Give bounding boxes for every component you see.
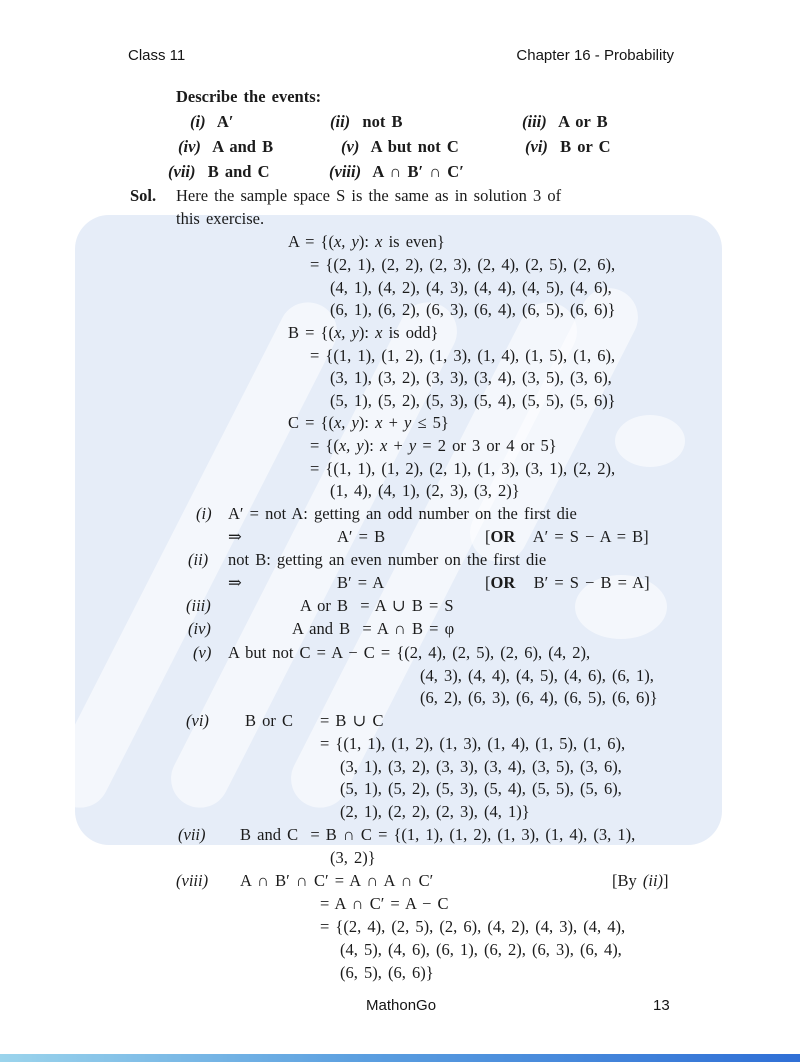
text-segment: (vii) B and C [168,162,270,181]
text-segment: (v) A but not C [341,137,459,156]
text-segment: A ∩ B′ ∩ C′ = A ∩ A ∩ C′ [240,871,434,890]
text-segment: (6, 1), (6, 2), (6, 3), (6, 4), (6, 5), (6, 6)} [330,300,616,319]
text-segment: = {(1, 1), (1, 2), (1, 3), (1, 4), (1, 5), (1, 6), [310,346,616,365]
text-segment: (3, 1), (3, 2), (3, 3), (3, 4), (3, 5), (3, 6), [330,368,612,387]
text-segment: (iv) A and B [178,137,274,156]
text-segment: ⇒ [228,573,242,592]
text-segment: (6, 2), (6, 3), (6, 4), (6, 5), (6, 6)} [420,688,658,707]
text-segment: (1, 4), (4, 1), (2, 3), (3, 2)} [330,481,520,500]
text-segment: = {(2, 4), (2, 5), (2, 6), (4, 2), (4, 3), (4, 4), [320,917,626,936]
text-segment: (4, 3), (4, 4), (4, 5), (4, 6), (6, 1), [420,666,654,685]
text-segment: Describe the events: [176,87,322,106]
text-segment: (v) [193,643,212,662]
bottom-accent-bar [0,1054,800,1062]
footer-brand: MathonGo [366,997,437,1014]
text-segment: (i) [196,504,212,523]
text-segment: B or C [245,711,294,730]
text-segment: [OR B′ = S − B = A] [485,573,650,592]
header-chapter-label: Chapter 16 - Probability [516,47,674,64]
text-segment: A′ = B [337,527,386,546]
text-segment: (iii) A or B [522,112,608,131]
text-segment: (6, 5), (6, 6)} [340,963,434,982]
text-segment: A or B = A ∪ B = S [300,596,454,615]
text-segment: B′ = A [337,573,385,592]
text-segment: (ii) [188,550,209,569]
text-segment: (4, 1), (4, 2), (4, 3), (4, 4), (4, 5), (4, 6), [330,278,612,297]
text-segment: (3, 2)} [330,848,376,867]
text-segment: = B ∪ C [320,711,384,730]
text-segment: = {(x, y): x + y = 2 or 3 or 4 or 5} [310,436,557,455]
text-segment: = {(2, 1), (2, 2), (2, 3), (2, 4), (2, 5), (2, 6), [310,255,616,274]
text-segment: (i) A′ [190,112,234,131]
text-segment: C = {(x, y): x + y ≤ 5} [288,413,449,432]
text-segment: (vi) B or C [525,137,611,156]
text-segment: [By (ii)] [612,871,669,890]
text-segment: ⇒ [228,527,242,546]
text-segment: = A ∩ C′ = A − C [320,894,449,913]
text-segment: A and B = A ∩ B = φ [292,619,455,638]
text-segment: (3, 1), (3, 2), (3, 3), (3, 4), (3, 5), (3, 6), [340,757,622,776]
text-segment: (vi) [186,711,209,730]
text-segment: (ii) not B [330,112,403,131]
text-segment: = {(1, 1), (1, 2), (1, 3), (1, 4), (1, 5), (1, 6), [320,734,626,753]
text-segment: Sol. [130,186,157,205]
header-class-label: Class 11 [128,47,186,64]
text-segment: (iii) [186,596,211,615]
text-segment: = {(1, 1), (1, 2), (2, 1), (1, 3), (3, 1), (2, 2), [310,459,616,478]
text-segment: (5, 1), (5, 2), (5, 3), (5, 4), (5, 5), (5, 6)} [330,391,616,410]
text-segment: B and C = B ∩ C = {(1, 1), (1, 2), (1, 3), (1, 4), (3, 1), [240,825,636,844]
text-segment: (vii) [178,825,206,844]
text-segment: Here the sample space S is the same as in solution 3 of [176,186,562,205]
text-segment: A = {(x, y): x is even} [288,232,445,251]
page-number: 13 [653,997,670,1014]
text-segment: (viii) A ∩ B′ ∩ C′ [329,162,464,181]
text-segment: (4, 5), (4, 6), (6, 1), (6, 2), (6, 3), (6, 4), [340,940,622,959]
text-segment: [OR A′ = S − A = B] [485,527,649,546]
text-segment: A but not C = A − C = {(2, 4), (2, 5), (2, 6), (4, 2), [228,643,591,662]
text-segment: (iv) [188,619,211,638]
text-segment: (viii) [176,871,209,890]
text-segment: not B: getting an even number on the first die [228,550,547,569]
text-segment: B = {(x, y): x is odd} [288,323,439,342]
text-segment: A′ = not A: getting an odd number on the first die [228,504,577,523]
text-segment: (5, 1), (5, 2), (5, 3), (5, 4), (5, 5), (5, 6), [340,779,622,798]
text-segment: this exercise. [176,209,265,228]
text-segment: (2, 1), (2, 2), (2, 3), (4, 1)} [340,802,530,821]
